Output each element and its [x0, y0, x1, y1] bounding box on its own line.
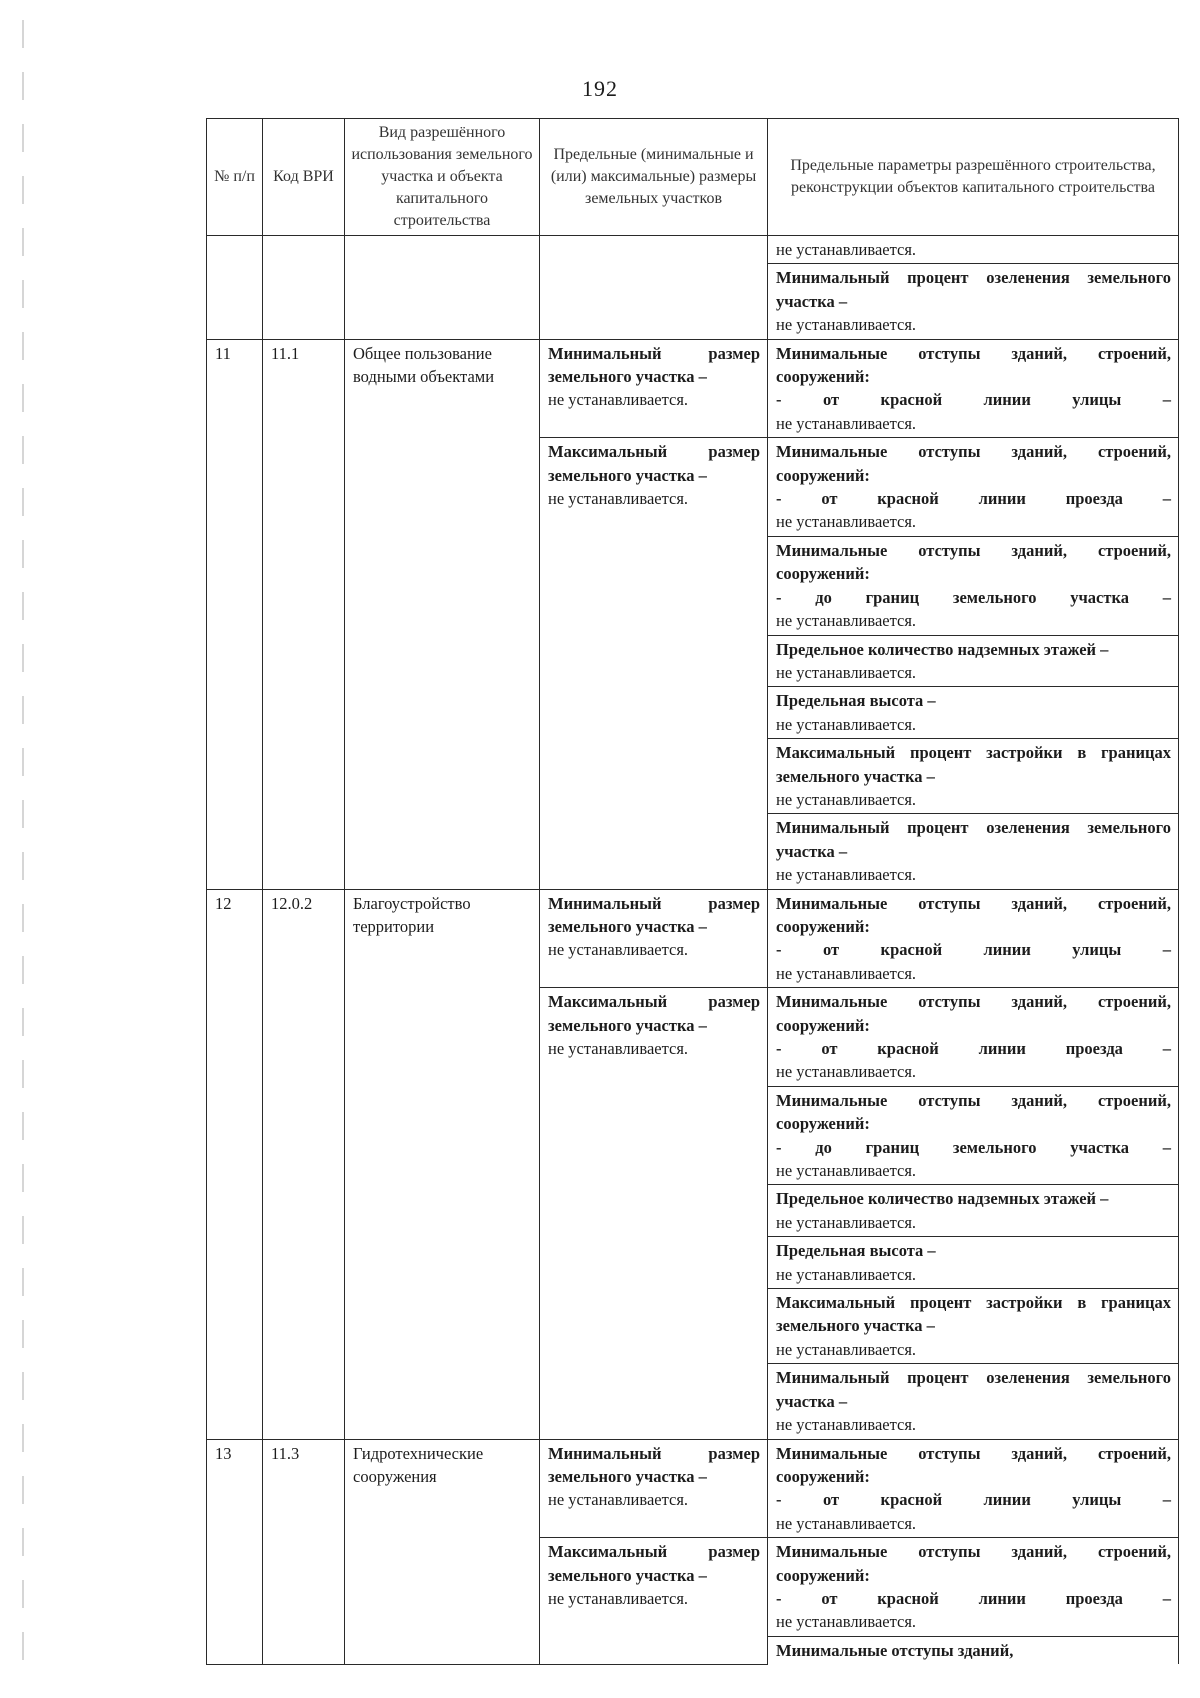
param-cell — [768, 438, 1179, 537]
table-row — [207, 1439, 1179, 1538]
param-cell — [768, 1289, 1179, 1364]
param-detail: - до границ земельного участка – — [776, 1137, 1171, 1157]
min-size-cell — [540, 1439, 768, 1538]
param-label: Минимальные отступы зданий, строений, сооружений: — [776, 442, 1171, 485]
param-cell — [768, 635, 1179, 687]
min-size-value: не устанавливается. — [548, 940, 689, 960]
param-tail: не устанавливается. — [776, 865, 917, 885]
param-label: Минимальный процент озеленения земельного участка – — [776, 268, 1171, 311]
param-tail: не устанавливается. — [776, 240, 917, 259]
page-number: 192 — [582, 76, 618, 101]
param-detail: - от красной линии улицы – — [776, 390, 1171, 410]
min-size-value: не устанавливается. — [548, 1490, 689, 1510]
param-detail: - от красной линии улицы – — [776, 1490, 1171, 1510]
min-size-label: Минимальный размер земельного участка – — [548, 1443, 760, 1486]
param-label: Максимальный процент застройки в границах земельного участка – — [776, 1293, 1171, 1336]
max-size-label: Максимальный размер земельного участка – — [548, 1542, 760, 1585]
param-tail: не устанавливается. — [776, 1062, 917, 1082]
param-cell — [768, 1538, 1179, 1637]
param-cell — [768, 1439, 1179, 1538]
param-cell — [768, 264, 1179, 339]
max-size-cell — [540, 1538, 768, 1665]
param-tail: не устанавливается. — [776, 315, 917, 335]
param-cell — [768, 687, 1179, 739]
num-cell: 13 — [207, 1439, 263, 1664]
param-tail: не устанавливается. — [776, 1161, 917, 1181]
param-cell — [768, 988, 1179, 1087]
kind-cell: Благоустройство территории — [345, 889, 540, 1439]
param-label: Минимальные отступы зданий, строений, сооружений: — [776, 893, 1171, 936]
header-size: Предельные (минимальные и (или) максимальные) размеры земельных участков — [540, 119, 768, 236]
table-row — [207, 339, 1179, 438]
param-detail: - от красной линии проезда – — [776, 1588, 1171, 1608]
min-size-label: Минимальный размер земельного участка – — [548, 893, 760, 936]
param-cell — [768, 1086, 1179, 1185]
param-cell — [768, 889, 1179, 988]
param-cell — [768, 814, 1179, 889]
param-detail: - до границ земельного участка – — [776, 587, 1171, 607]
param-label: Минимальные отступы зданий, строений, сооружений: — [776, 1090, 1171, 1134]
kind-cell: Гидротехнические сооружения — [345, 1439, 540, 1664]
param-label: Минимальные отступы зданий, строений, сооружений: — [776, 1443, 1171, 1486]
table-header-row — [207, 119, 1179, 236]
scan-edge-artifact — [22, 20, 24, 1660]
header-params: Предельные параметры разрешённого строительства, реконструкции объектов капитального строительства — [768, 119, 1179, 236]
param-cell — [768, 236, 1179, 264]
max-size-value: не устанавливается. — [548, 1588, 689, 1608]
continuation-row — [207, 236, 1179, 264]
param-label: Минимальный процент озеленения земельного участка – — [776, 1368, 1171, 1411]
max-size-label: Максимальный размер земельного участка – — [548, 992, 760, 1035]
param-tail: не устанавливается. — [776, 512, 917, 532]
param-detail: - от красной линии проезда – — [776, 489, 1171, 509]
param-cell — [768, 739, 1179, 814]
param-cell — [768, 1636, 1179, 1664]
param-tail: не устанавливается. — [776, 1212, 917, 1232]
param-label: Предельное количество надземных этажей – — [776, 1189, 1109, 1209]
param-cell — [768, 536, 1179, 635]
param-cell — [768, 1237, 1179, 1289]
param-cell — [768, 339, 1179, 438]
max-size-cell — [540, 438, 768, 889]
header-num: № п/п — [207, 119, 263, 236]
param-label: Минимальные отступы зданий, строений, сооружений: — [776, 343, 1171, 387]
param-label: Предельная высота – — [776, 691, 936, 711]
min-size-cell — [540, 339, 768, 438]
param-label: Предельное количество надземных этажей – — [776, 639, 1109, 659]
param-detail: - от красной линии проезда – — [776, 1039, 1171, 1058]
zoning-parameters-table — [206, 118, 1179, 1665]
kind-cell: Общее пользование водными объектами — [345, 339, 540, 889]
max-size-value: не устанавливается. — [548, 489, 689, 509]
max-size-value: не устанавливается. — [548, 1039, 689, 1058]
param-cell — [768, 1185, 1179, 1237]
cont-kind-cell — [345, 236, 540, 340]
cont-num-cell — [207, 236, 263, 340]
param-tail: не устанавливается. — [776, 1513, 917, 1533]
param-label: Предельная высота – — [776, 1241, 936, 1261]
param-tail: не устанавливается. — [776, 789, 917, 809]
param-tail: не устанавливается. — [776, 963, 917, 983]
param-tail: не устанавливается. — [776, 1415, 917, 1435]
param-tail: не устанавливается. — [776, 662, 917, 682]
header-kind: Вид разрешённого использования земельного участка и объекта капитального строительства — [345, 119, 540, 236]
param-label: Минимальные отступы зданий, строений, сооружений: — [776, 992, 1171, 1035]
num-cell: 11 — [207, 339, 263, 889]
param-tail: не устанавливается. — [776, 1339, 917, 1359]
param-label: Минимальный процент озеленения земельного участка – — [776, 818, 1171, 861]
cont-code-cell — [263, 236, 345, 340]
code-cell: 11.3 — [263, 1439, 345, 1664]
table-body — [207, 339, 1179, 1664]
min-size-label: Минимальный размер земельного участка – — [548, 343, 760, 387]
param-cell — [768, 1364, 1179, 1439]
code-cell: 11.1 — [263, 339, 345, 889]
param-detail: - от красной линии улицы – — [776, 940, 1171, 960]
header-code: Код ВРИ — [263, 119, 345, 236]
param-tail: не устанавливается. — [776, 1612, 917, 1632]
code-cell: 12.0.2 — [263, 889, 345, 1439]
param-tail: не устанавливается. — [776, 1264, 917, 1284]
max-size-cell — [540, 988, 768, 1439]
param-tail: не устанавливается. — [776, 413, 917, 433]
cont-size-cell — [540, 236, 768, 340]
param-tail: не устанавливается. — [776, 611, 917, 631]
min-size-value: не устанавливается. — [548, 390, 689, 410]
param-tail: не устанавливается. — [776, 714, 917, 734]
min-size-cell — [540, 889, 768, 988]
num-cell: 12 — [207, 889, 263, 1439]
param-label: Максимальный процент застройки в границах земельного участка – — [776, 743, 1171, 786]
max-size-label: Максимальный размер земельного участка – — [548, 442, 760, 485]
param-label: Минимальные отступы зданий, — [776, 1640, 1014, 1660]
param-label: Минимальные отступы зданий, строений, сооружений: — [776, 540, 1171, 584]
table-row — [207, 889, 1179, 988]
param-label: Минимальные отступы зданий, строений, сооружений: — [776, 1542, 1171, 1585]
